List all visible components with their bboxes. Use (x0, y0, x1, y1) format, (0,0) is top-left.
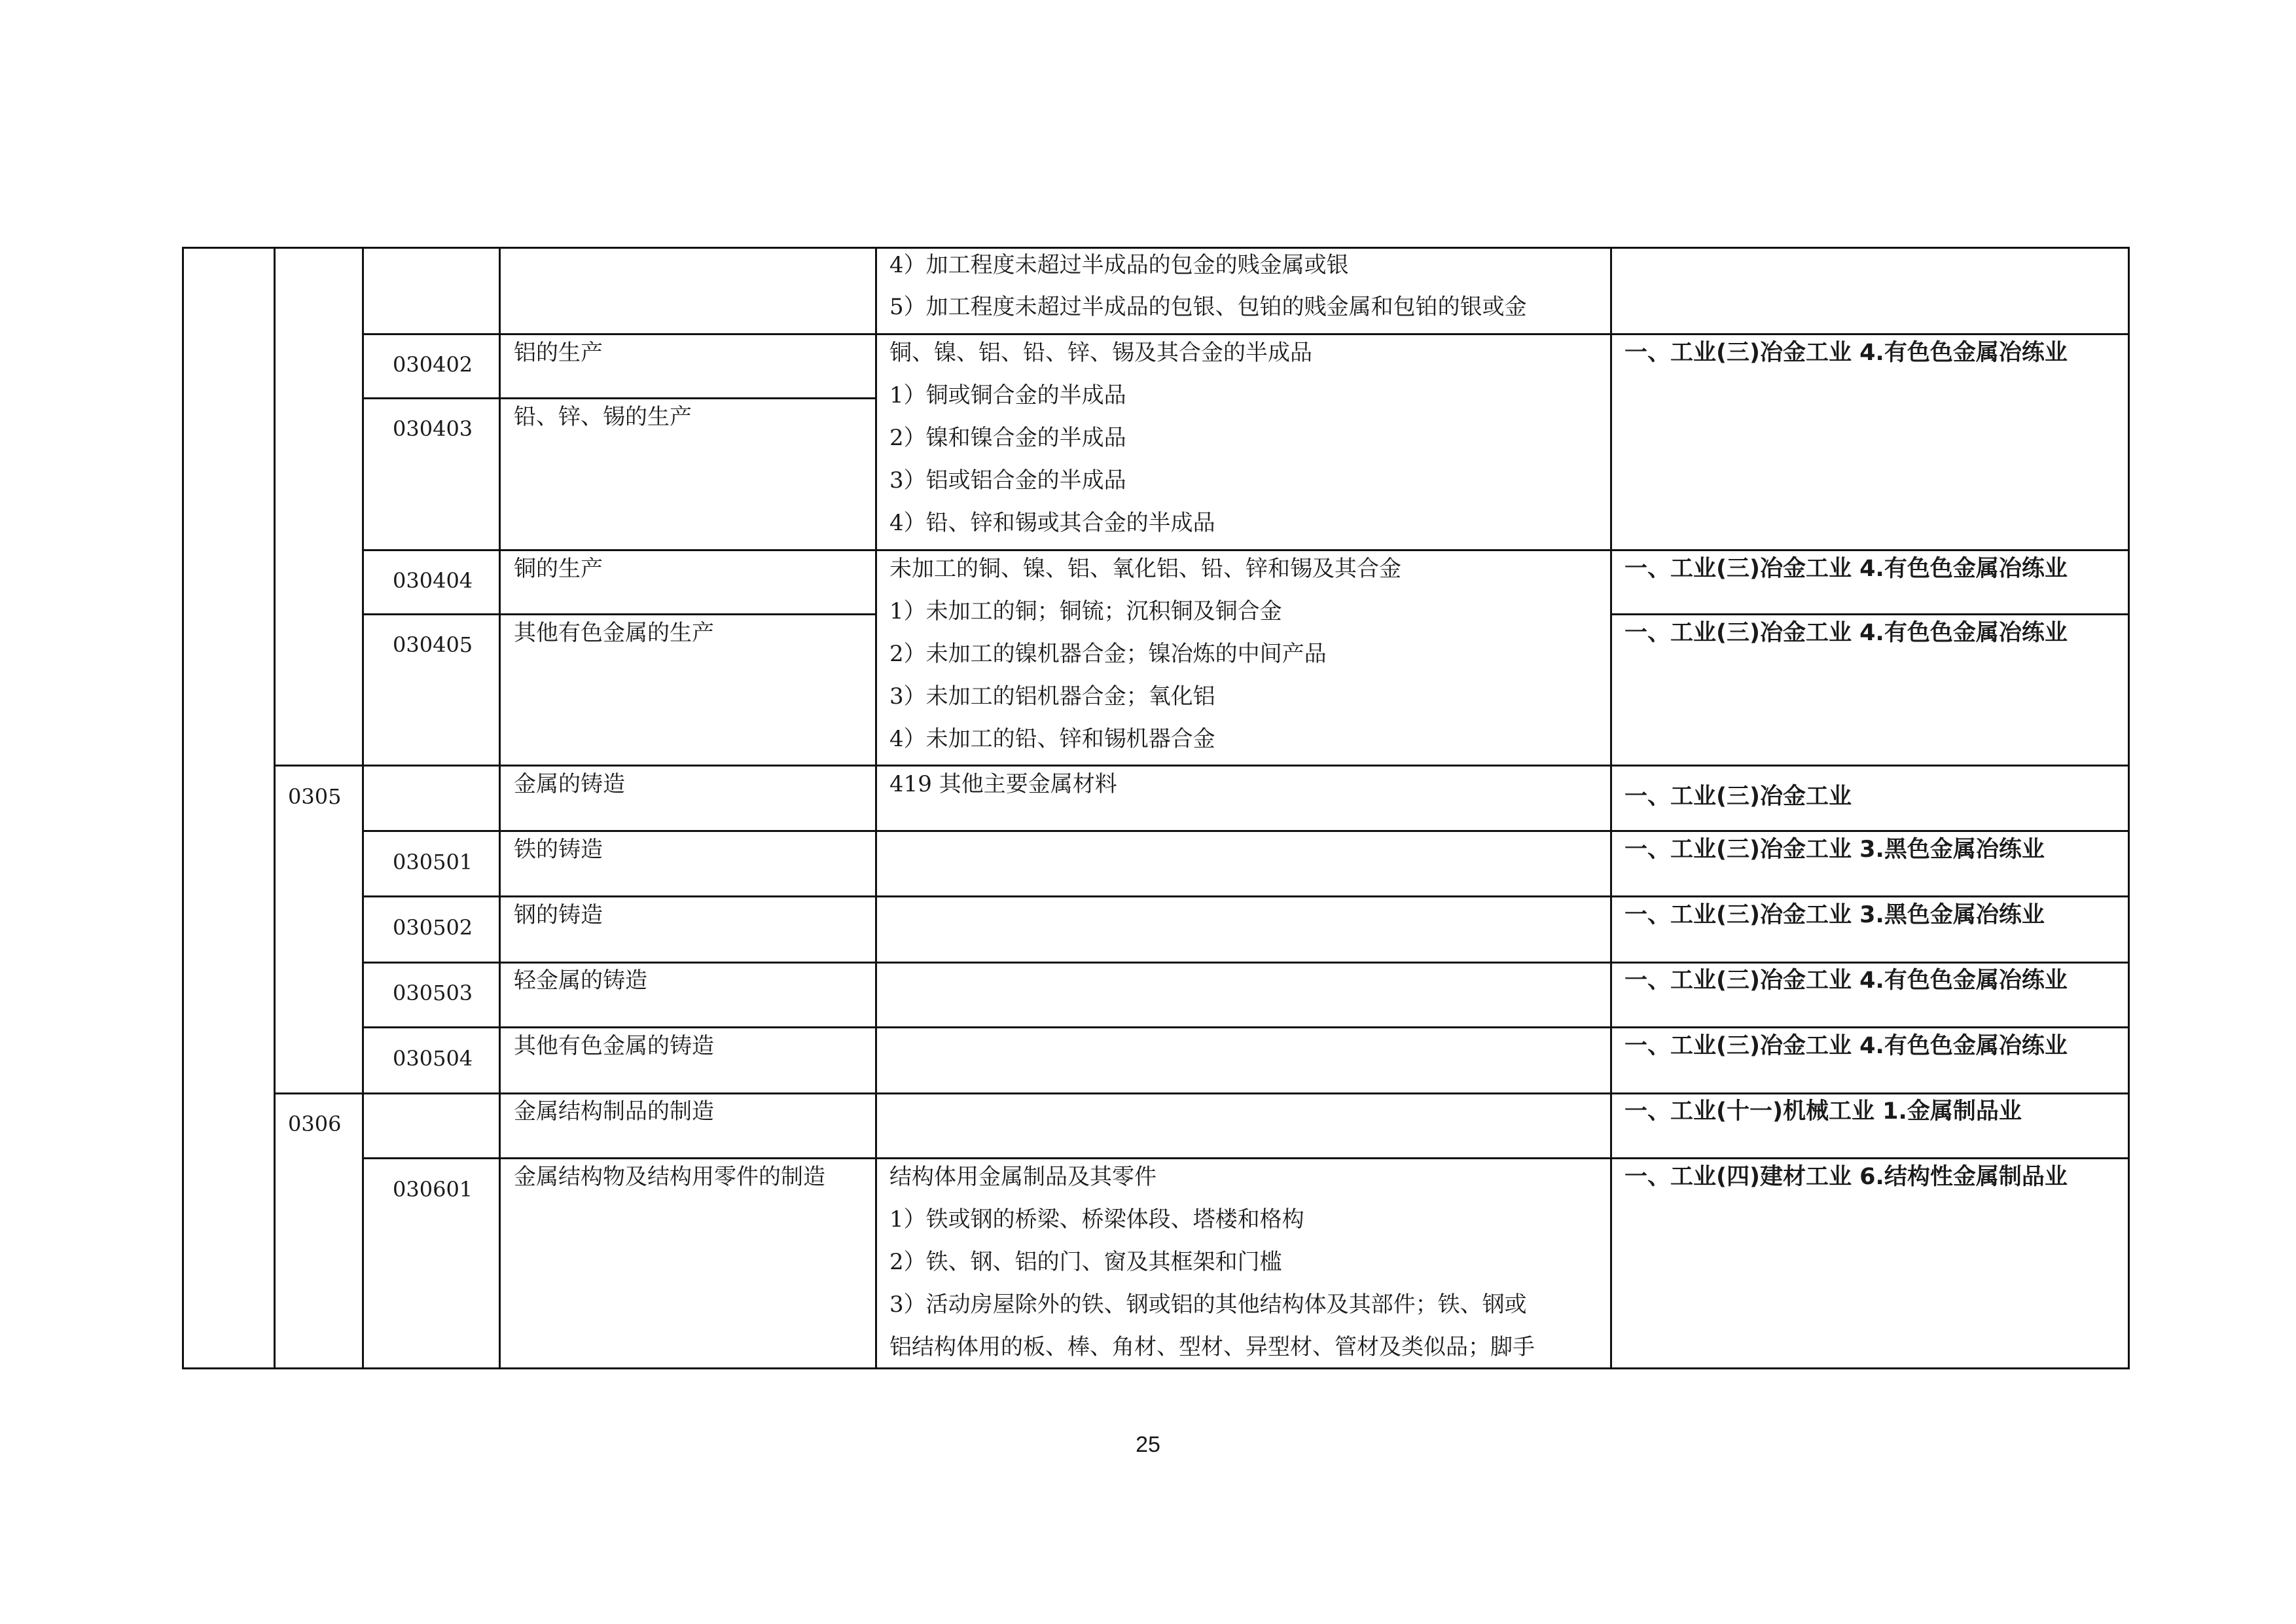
row-r11-standard: 一、工业(四)建材工业 6.结构性金属制品业 (1624, 1164, 2068, 1190)
classification-table (182, 247, 2130, 1369)
row-r8-standard: 一、工业(三)冶金工业 4.有色色金属冶练业 (1624, 967, 2068, 994)
row-r3-desc-2: 1）未加工的铜；铜锍；沉积铜及铜合金 (889, 598, 1282, 624)
row-r4-code: 030405 (393, 632, 473, 657)
row-r7-code: 030502 (393, 915, 473, 940)
page-number: 25 (1136, 1432, 1160, 1457)
row-r3-desc-1: 未加工的铜、镍、铝、氧化铝、铅、锌和锡及其合金 (889, 556, 1401, 582)
row-r11-desc-4: 3）活动房屋除外的铁、钢或铝的其他结构体及其部件；铁、钢或 (889, 1291, 1527, 1318)
row-r11-desc-5: 铝结构体用的板、棒、角材、型材、异型材、管材及类似品；脚手 (889, 1334, 1535, 1360)
row-r9-name: 其他有色金属的铸造 (514, 1033, 714, 1059)
row-r3-name: 铜的生产 (514, 556, 603, 582)
row-r4-name: 其他有色金属的生产 (514, 620, 714, 646)
row-r11-desc-3: 2）铁、钢、铝的门、窗及其框架和门槛 (889, 1249, 1282, 1275)
row-r6-standard: 一、工业(三)冶金工业 3.黑色金属冶练业 (1624, 837, 2045, 863)
row-r1-desc-2: 1）铜或铜合金的半成品 (889, 382, 1126, 408)
row-r10-name: 金属结构制品的制造 (514, 1098, 714, 1125)
row-r3-desc-4: 3）未加工的铝机器合金；氧化铝 (889, 683, 1215, 710)
row-r0-desc-1: 4）加工程度未超过半成品的包金的贱金属或银 (889, 252, 1349, 278)
row-r5-name: 金属的铸造 (514, 771, 625, 797)
row-r1-standard: 一、工业(三)冶金工业 4.有色色金属冶练业 (1624, 340, 2068, 366)
row-r9-code: 030504 (393, 1046, 473, 1071)
row-r7-name: 钢的铸造 (514, 902, 603, 928)
row-r11-desc-2: 1）铁或钢的桥梁、桥梁体段、塔楼和格构 (889, 1206, 1304, 1233)
row-r3-desc-3: 2）未加工的镍机器合金；镍冶炼的中间产品 (889, 641, 1327, 667)
row-r1-desc-3: 2）镍和镍合金的半成品 (889, 425, 1126, 451)
row-r7-standard: 一、工业(三)冶金工业 3.黑色金属冶练业 (1624, 902, 2045, 928)
row-r5-standard: 一、工业(三)冶金工业 (1624, 784, 1852, 810)
row-r3-code: 030404 (393, 568, 473, 593)
row-r11-name: 金属结构物及结构用零件的制造 (514, 1164, 825, 1190)
row-r1-desc-4: 3）铝或铝合金的半成品 (889, 467, 1126, 494)
row-r1-desc-1: 铜、镍、铝、铅、锌、锡及其合金的半成品 (889, 340, 1312, 366)
row-r6-code: 030501 (393, 850, 473, 875)
row-r1-name: 铝的生产 (514, 340, 603, 366)
row-r10-standard: 一、工业(十一)机械工业 1.金属制品业 (1624, 1098, 2022, 1125)
row-r2-code: 030403 (393, 416, 473, 441)
row-r1-code: 030402 (393, 352, 473, 377)
row-r1-desc-5: 4）铅、锌和锡或其合金的半成品 (889, 510, 1215, 536)
row-r0-desc-2: 5）加工程度未超过半成品的包银、包铂的贱金属和包铂的银或金 (889, 294, 1527, 320)
row-r11-desc-1: 结构体用金属制品及其零件 (889, 1164, 1157, 1190)
row-r3-desc-5: 4）未加工的铅、锌和锡机器合金 (889, 726, 1215, 752)
row-r5-desc-1: 419 其他主要金属材料 (889, 771, 1117, 797)
row-r5-code: 0305 (288, 784, 342, 809)
row-r10-code: 0306 (288, 1111, 342, 1136)
row-r8-code: 030503 (393, 981, 473, 1005)
row-r11-code: 030601 (393, 1177, 473, 1202)
row-r9-standard: 一、工业(三)冶金工业 4.有色色金属冶练业 (1624, 1033, 2068, 1059)
row-r6-name: 铁的铸造 (514, 837, 603, 863)
row-r8-name: 轻金属的铸造 (514, 967, 647, 994)
row-r4-standard: 一、工业(三)冶金工业 4.有色色金属冶练业 (1624, 620, 2068, 646)
row-r2-name: 铅、锌、锡的生产 (514, 404, 692, 430)
row-r3-standard: 一、工业(三)冶金工业 4.有色色金属冶练业 (1624, 556, 2068, 582)
